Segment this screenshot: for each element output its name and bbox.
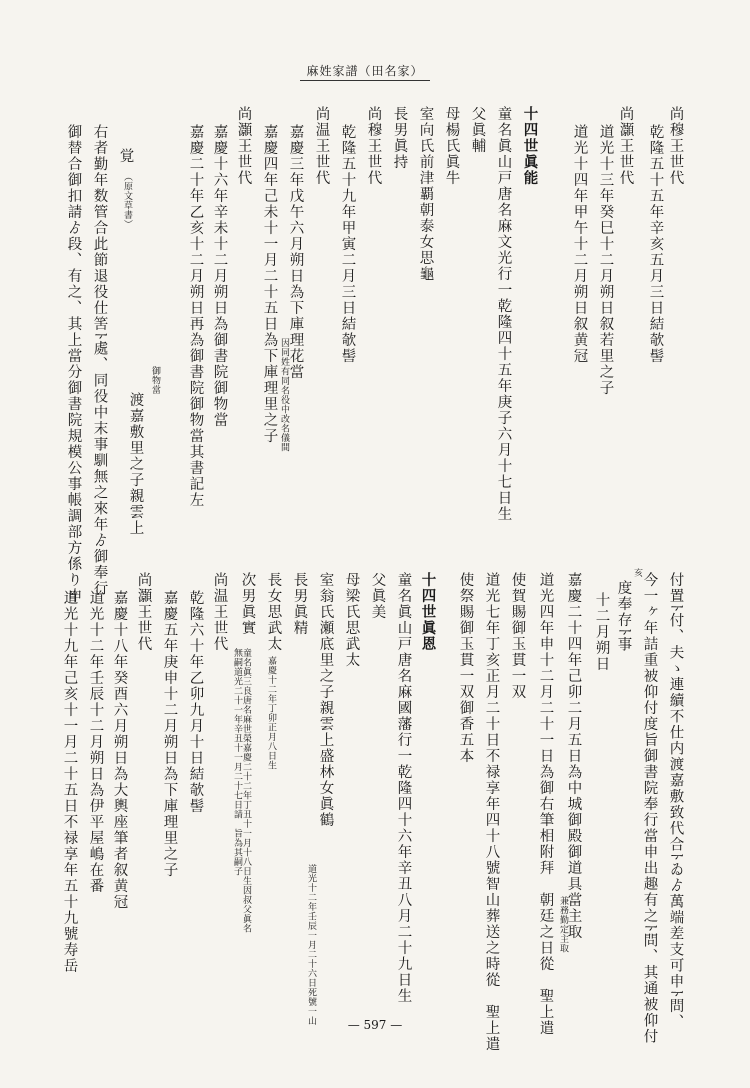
interlinear-note: 道光十二年壬辰一月二十六日死號一山 [306,864,316,1026]
text-column: 嘉慶二十年乙亥十二月朔日再為御書院御物當其書記左 [187,124,204,508]
text-column: 尚温王世代 [211,572,228,652]
text-column: 嘉慶二十四年己卯二月五日為中城御殿御道具當主取 [565,572,582,940]
text-column: 尚灝王世代 [235,106,252,186]
text-column: 次男眞實 [239,572,256,636]
interlinear-note: （原文草書） [122,172,132,229]
text-column: 長女思武太 [265,572,282,652]
text-column: 乾隆五十五年辛亥五月三日結欹髻 [647,124,664,364]
text-column: 道光十二年壬辰十二月朔日為伊平屋嶋在番 [87,590,104,894]
text-column: 乾隆六十年乙卯九月十日結欹髻 [187,590,204,814]
text-column: 使祭賜御玉貫一双御香五本 [457,572,474,764]
text-column: 道光十九年己亥十一月二十五日不禄享年五十九號寿岳 [61,590,78,974]
text-column: 童名眞山戸唐名麻文光行一乾隆四十五年庚子六月十七日生 [495,106,512,522]
text-column: 道光四年申十二月二十一日為御右筆相附拜 朝廷之日從 聖上遣 [537,572,554,1036]
text-column: 嘉慶十八年癸酉六月朔日為大輿座筆者叙黄冠 [111,590,128,910]
text-column: 尚穆王世代 [667,106,684,186]
text-column: 渡嘉敷里之子親雲上 [127,392,144,536]
text-column: 付置ﾄ付、夫ゝ連續不仕内渡嘉敷致代合ﾄゐゟ萬端差支可申ﾄ問、 [667,572,684,1031]
interlinear-note: 因同姓有同名役中改名儀間 [279,338,289,452]
interlinear-note: 嘉慶十二年丁卯正月八日生 [266,656,276,770]
header-rule [300,80,430,81]
text-column: 度奉存ﾄ事 [615,580,632,653]
text-column: 使賀賜御玉貫一双 [509,572,526,700]
text-column: 今一ヶ年詰重被仰付度旨御書院奉行當申出趣有之ﾄ問、其通被仰付 [641,572,658,1045]
page-number: — 597 — [347,1018,403,1032]
text-column: 長男眞持 [391,106,408,170]
page-header: 麻姓家譜（田名家） [306,64,424,78]
text-column: 嘉慶十六年辛未十二月朔日為御書院御物當 [211,124,228,428]
text-column: 室翁氏瀬底里之子親雲上盛林女眞鶴 [317,572,334,828]
text-column: 道光十四年甲午十二月朔日叙黄冠 [571,124,588,364]
text-column: 右者勤年数管合此節退役仕筈ﾄ處、同役中末事馴無之來年ゟ御奉行 [91,124,108,597]
text-column: 尚穆王世代 [365,106,382,186]
text-column: 尚灝王世代 [617,106,634,186]
text-column: 童名眞山戸唐名麻國藩行一乾隆四十六年辛丑八月二十九日生 [395,572,412,1004]
interlinear-note: 兼務勤定主取 [558,896,568,953]
text-column: 母楊氏眞牛 [443,106,460,186]
text-column: 十二月朔日 [593,592,610,672]
text-column: 父眞美 [369,572,386,620]
text-column: 乾隆五十九年甲寅二月三日結欹髻 [339,124,356,364]
text-column: 嘉慶五年庚申十二月朔日為下庫理里之子 [161,590,178,878]
text-column: 室向氏前津覇朝泰女思龜 [417,106,434,282]
text-column: 長男眞精 [291,572,308,636]
text-column: 父眞輔 [469,106,486,154]
text-column: 覚 [117,148,134,164]
interlinear-note: 御物當 [150,366,160,395]
generation-heading: 十四世眞恩 [419,572,437,652]
text-column: 嘉慶三年戊午六月朔日為下庫理花當 [287,124,304,380]
interlinear-note: 童名眞三良唐名麻世榮嘉慶二十二年丁丑十一月十八日生因叔父眞名無嗣道光二十一年辛丑十一月二十七日請 旨為其嗣子 [232,648,251,933]
text-column: 道光十三年癸巳十二月朔日叙若里之子 [597,124,614,396]
text-column: 尚温王世代 [313,106,330,186]
text-column: 母梁氏思武太 [343,572,360,668]
interlinear-note: 亥 [632,568,642,578]
text-column: 道光七年丁亥正月二十日不禄享年四十八號智山葬送之時從 聖上遣 [483,572,500,1052]
text-column: 嘉慶四年己未十一月二十五日為下庫理里之子 [261,124,278,444]
text-column: 尚灝王世代 [135,572,152,652]
generation-heading: 十四世眞能 [521,106,539,186]
text-column: 御替合御扣請ゟ段、有之、其上當分御書院規模公事帳調部方係り申 [65,124,82,604]
